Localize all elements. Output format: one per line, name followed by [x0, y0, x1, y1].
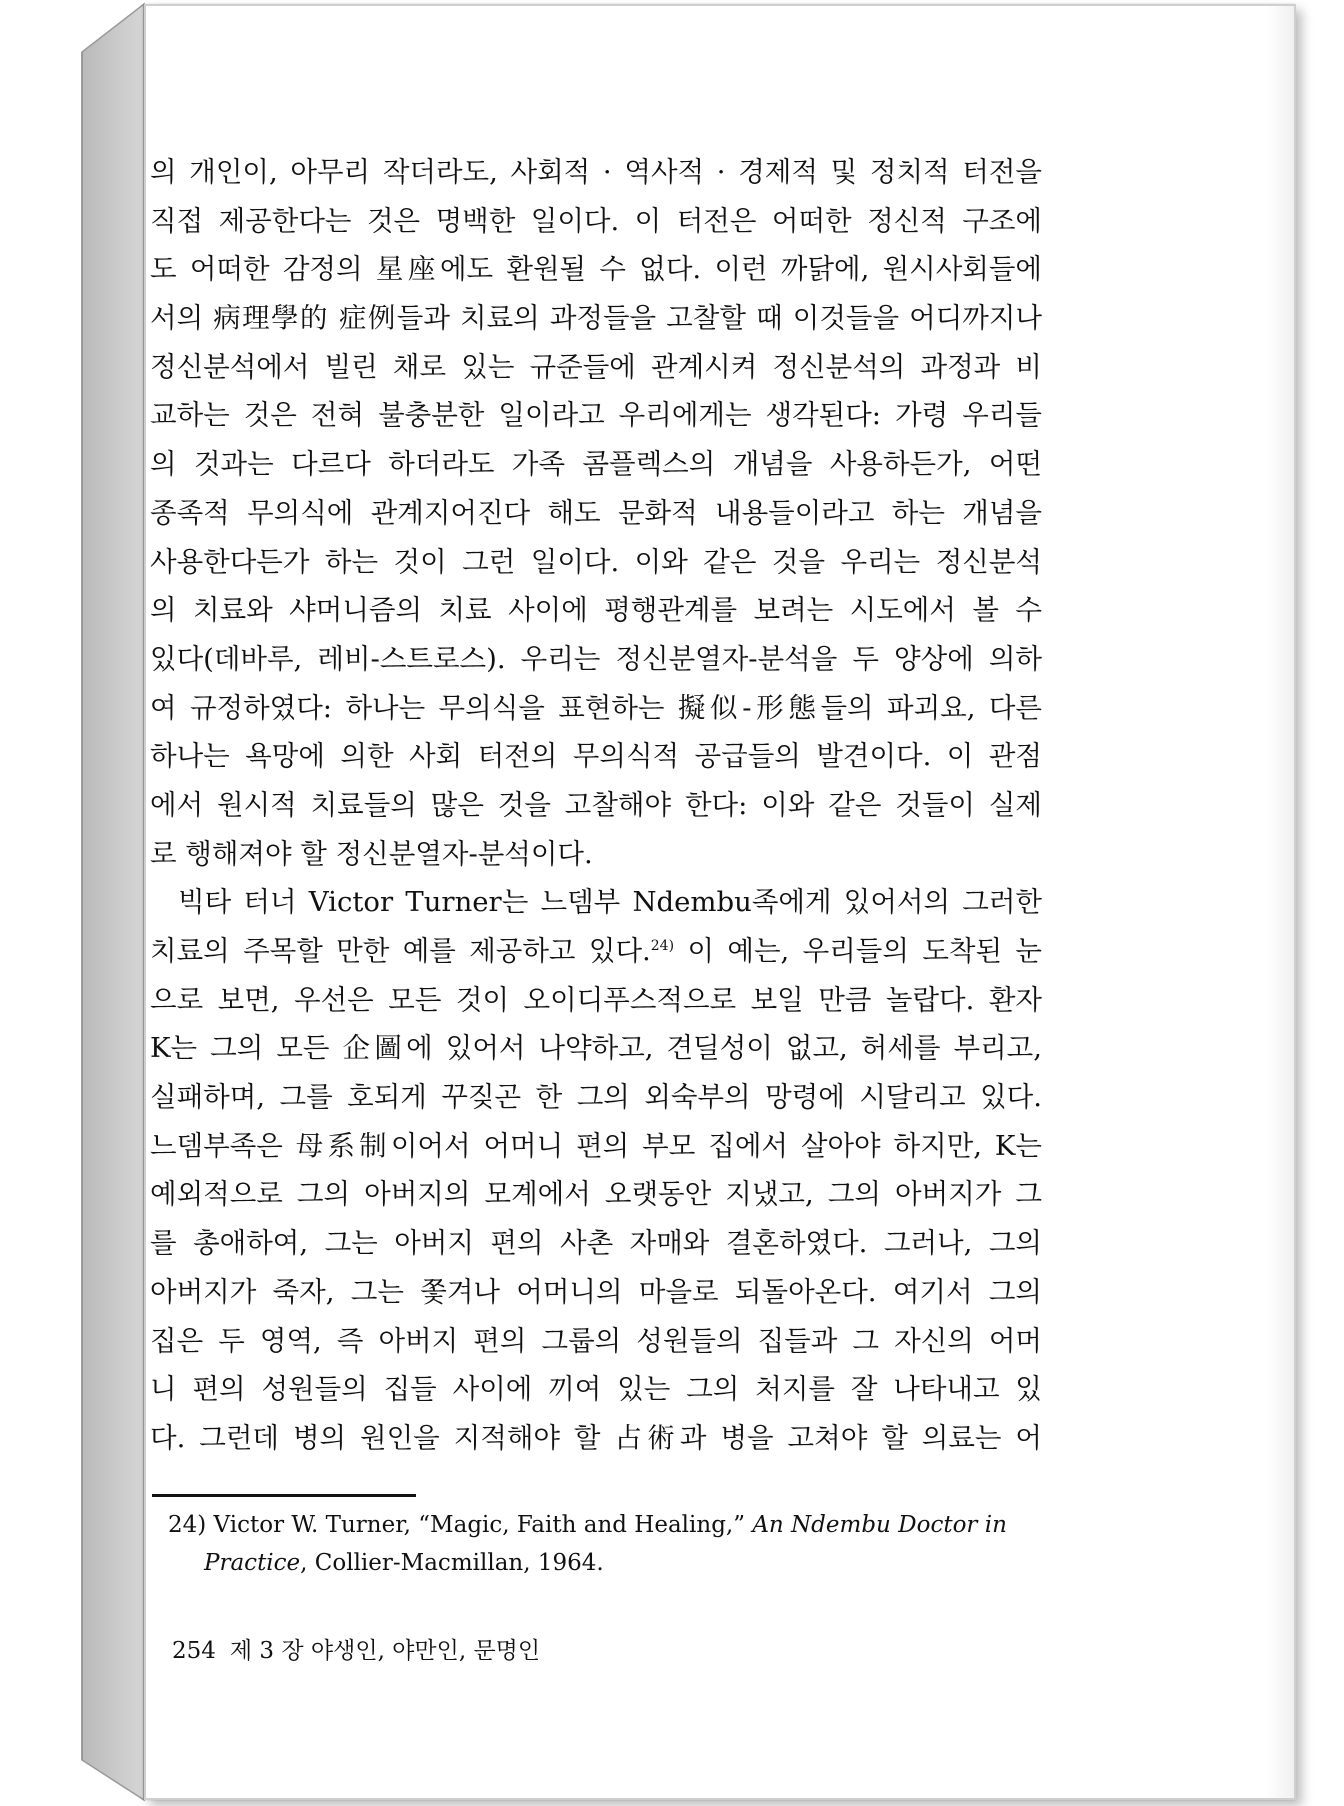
- text-line-with-footnote-ref: [150, 927, 1042, 976]
- text-line: 에서 원시적 치료들의 많은 것을 고찰해야 한다: 이와 같은 것들이 실제: [150, 788, 1042, 821]
- footnote-divider: [152, 1494, 416, 1497]
- footnote-book-title-cont: Practice: [204, 1550, 301, 1576]
- text-line: 느뎀부족은 母系制이어서 어머니 편의 부모 집에서 살아야 하지만, K는: [150, 1129, 1042, 1162]
- footnote-text: Victor W. Turner, “Magic, Faith and Healing,”: [206, 1512, 753, 1538]
- text-line: 니 편의 성원들의 집들 사이에 끼여 있는 그의 처지를 잘 나타내고 있: [150, 1373, 1042, 1406]
- footnote-publisher: , Collier-Macmillan, 1964.: [300, 1550, 604, 1576]
- text-line: 하나는 욕망에 의한 사회 터전의 무의식적 공급들의 발견이다. 이 관점: [150, 740, 1042, 773]
- footnote-reference[interactable]: 24): [650, 938, 675, 954]
- text-line: 의 것과는 다르다 하더라도 가족 콤플렉스의 개념을 사용하든가, 어떤: [150, 448, 1042, 481]
- text-line: 교하는 것은 전혀 불충분한 일이라고 우리에게는 생각된다: 가령 우리들: [150, 399, 1042, 432]
- text-line: 직접 제공한다는 것은 명백한 일이다. 이 터전은 어떠한 정신적 구조에: [150, 204, 1042, 237]
- page-footer: [172, 1632, 540, 1665]
- text-line: 도 어떠한 감정의 星座에도 환원될 수 없다. 이런 까닭에, 원시사회들에: [150, 253, 1042, 286]
- text-line: 예외적으로 그의 아버지의 모계에서 오랫동안 지냈고, 그의 아버지가 그: [150, 1178, 1042, 1211]
- text-line: 서의 病理學的 症例들과 치료의 과정들을 고찰할 때 이것들을 어디까지나: [150, 302, 1042, 335]
- text-line: 있다(데바루, 레비-스트로스). 우리는 정신분열자-분석을 두 양상에 의하: [150, 642, 1042, 675]
- book-spine: [82, 4, 144, 1800]
- footnote-line: [168, 1544, 1048, 1582]
- page-edge-shade: [1266, 6, 1294, 1798]
- footnote-number: 24): [168, 1512, 207, 1538]
- text-line: 로 행해져야 할 정신분열자-분석이다.: [150, 837, 593, 870]
- text-line: K는 그의 모든 企圖에 있어서 나약하고, 견딜성이 없고, 허세를 부리고,: [150, 1032, 1042, 1065]
- text-line: 다. 그런데 병의 원인을 지적해야 할 占術과 병을 고쳐야 할 의료는 어: [150, 1421, 1042, 1454]
- text-line: 의 치료와 샤머니즘의 치료 사이에 평행관계를 보려는 시도에서 볼 수: [150, 594, 1042, 627]
- page-number: 254: [172, 1638, 216, 1664]
- text-line: 여 규정하였다: 하나는 무의식을 표현하는 擬似-形態들의 파괴요, 다른: [150, 691, 1042, 724]
- text-line: 아버지가 죽자, 그는 쫓겨나 어머니의 마을로 되돌아온다. 여기서 그의: [150, 1275, 1042, 1308]
- text-segment: 이 예는, 우리들의 도착된 눈: [674, 935, 1042, 967]
- body-text: [150, 148, 1042, 1463]
- text-line: 집은 두 영역, 즉 아버지 편의 그룹의 성원들의 집들과 그 자신의 어머: [150, 1324, 1042, 1357]
- footnote-line: [168, 1506, 1048, 1544]
- text-line: 사용한다든가 하는 것이 그런 일이다. 이와 같은 것을 우리는 정신분석: [150, 545, 1042, 578]
- text-segment: 치료의 주목할 만한 예를 제공하고 있다.: [150, 935, 651, 967]
- text-line: 를 총애하여, 그는 아버지 편의 사촌 자매와 결혼하였다. 그러나, 그의: [150, 1227, 1042, 1260]
- running-chapter-title: 제 3 장 야생인, 야만인, 문명인: [229, 1638, 541, 1664]
- footnote-book-title: An Ndembu Doctor in: [752, 1512, 1007, 1538]
- text-line: 종족적 무의식에 관계지어진다 해도 문화적 내용들이라고 하는 개념을: [150, 496, 1042, 529]
- footnote: [168, 1506, 1048, 1582]
- text-line: 실패하며, 그를 호되게 꾸짖곤 한 그의 외숙부의 망령에 시달리고 있다.: [150, 1081, 1042, 1114]
- paragraph-indent-line: 빅타 터너 Victor Turner는 느뎀부 Ndembu족에게 있어서의 그러한: [178, 886, 1042, 919]
- text-line: 으로 보면, 우선은 모든 것이 오이디푸스적으로 보일 만큼 놀랍다. 환자: [150, 983, 1042, 1016]
- text-line: 의 개인이, 아무리 작더라도, 사회적 · 역사적 · 경제적 및 정치적 터전을: [150, 156, 1042, 188]
- text-line: 정신분석에서 빌린 채로 있는 규준들에 관계시켜 정신분석의 과정과 비: [150, 350, 1042, 383]
